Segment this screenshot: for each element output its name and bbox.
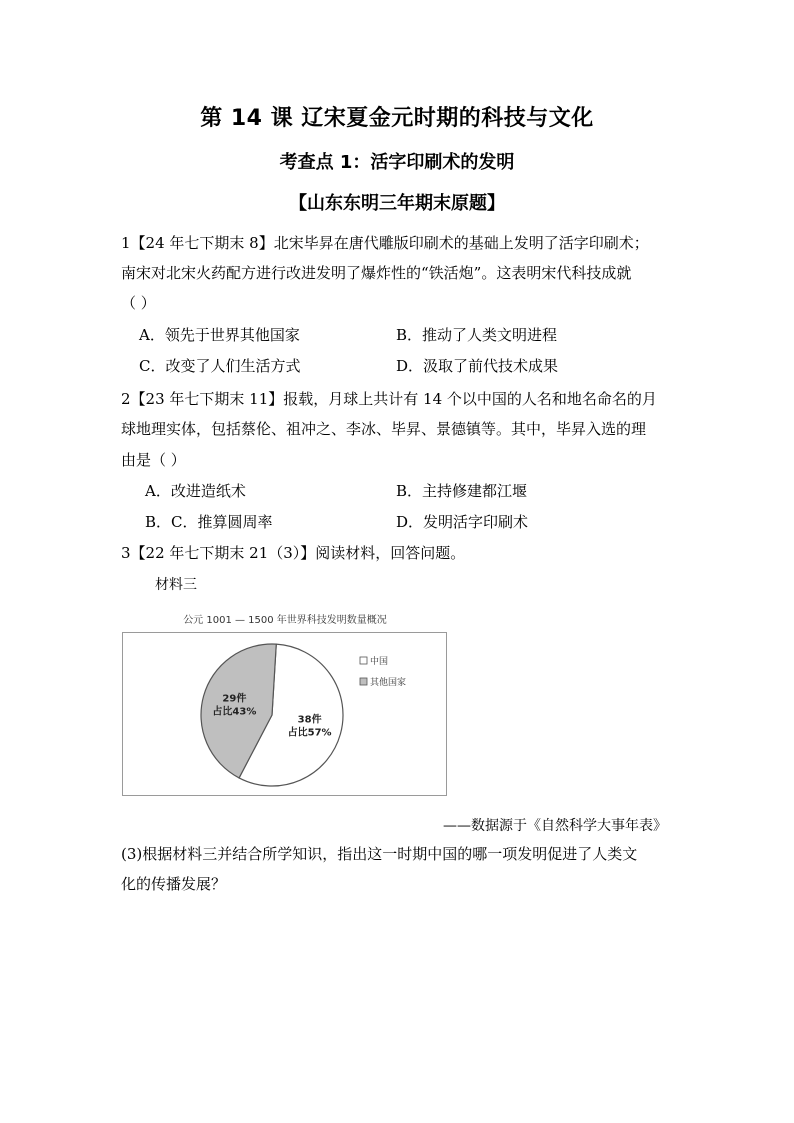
data-source: ——数据源于《自然科学大事年表》 [443, 818, 667, 834]
q1-option-b: B．推动了人类文明进程 [396, 326, 558, 344]
q1-option-c: C．改变了人们生活方式 [139, 357, 301, 375]
lesson-title: 第 14 课 辽宋夏金元时期的科技与文化 [200, 106, 594, 131]
q1-option-a: A．领先于世界其他国家 [139, 326, 300, 344]
chart-title: 公元 1001 — 1500 年世界科技发明数量概况 [183, 615, 387, 626]
legend-swatch-1 [360, 678, 367, 685]
material-label: 材料三 [155, 577, 197, 593]
q2-stem-line-3: 由是（ ） [121, 451, 186, 469]
q2-option-d: D．发明活字印刷术 [396, 513, 529, 531]
pie-label-1-0: 29件 [222, 693, 247, 705]
q3-question-line-1: (3)根据材料三并结合所学知识，指出这一时期中国的哪一项发明促进了人类文 [121, 845, 638, 863]
pie-label-1-1: 占比43% [212, 706, 257, 718]
legend-label-1: 其他国家 [370, 678, 407, 688]
legend-swatch-0 [360, 657, 367, 664]
q1-stem-line-3: （ ） [121, 294, 156, 312]
q2-option-c: B．C．推算圆周率 [145, 513, 273, 531]
q1-stem-line-1: 1【24 年七下期末 8】北宋毕昇在唐代雕版印刷术的基础上发明了活字印刷术； [121, 234, 649, 252]
q2-stem-line-1: 2【23 年七下期末 11】报载，月球上共计有 14 个以中国的人名和地名命名的月 [121, 390, 657, 408]
q1-option-d: D．汲取了前代技术成果 [396, 357, 559, 375]
q2-stem-line-2: 球地理实体，包括蔡伦、祖冲之、李冰、毕昇、景德镇等。其中，毕昇入选的理 [121, 420, 647, 438]
q1-stem-line-2: 南宋对北宋火药配方进行改进发明了爆炸性的“铁活炮”。这表明宋代科技成就 [121, 264, 632, 282]
pie-label-0-0: 38件 [297, 714, 322, 726]
q2-option-b: B．主持修建都江堰 [396, 482, 528, 500]
pie-chart-container [122, 608, 447, 796]
legend-label-0: 中国 [370, 657, 389, 667]
section-heading: 【山东东明三年期末原题】 [289, 193, 505, 214]
pie-chart [122, 608, 447, 796]
q3-question-line-2: 化的传播发展？ [121, 875, 227, 893]
q2-option-a: A．改进造纸术 [145, 482, 246, 500]
exam-point-subtitle: 考查点 1：活字印刷术的发明 [279, 152, 515, 173]
q3-stem-line-1: 3【22 年七下期末 21（3）】阅读材料，回答问题。 [121, 544, 466, 562]
pie-label-0-1: 占比57% [287, 727, 332, 739]
